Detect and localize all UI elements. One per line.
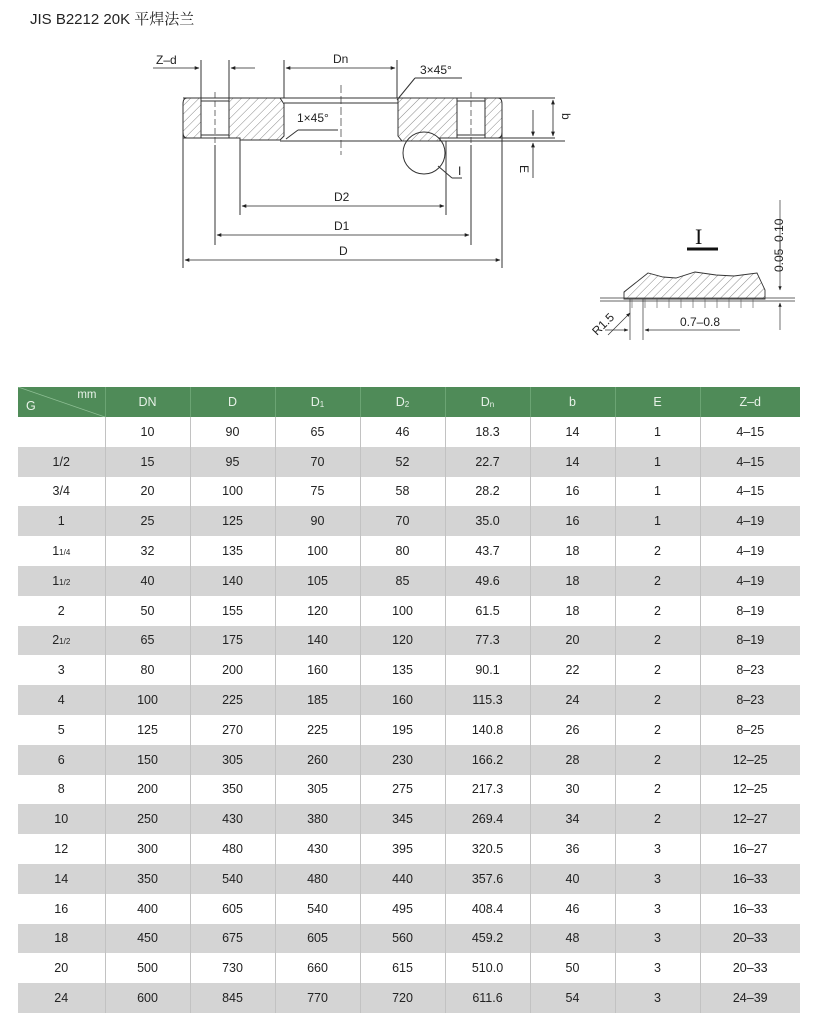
cell-dn: 25 [105, 506, 190, 536]
cell-d2: 85 [360, 566, 445, 596]
cell-e: 2 [615, 566, 700, 596]
cell-e: 3 [615, 983, 700, 1013]
flange-left-body [183, 98, 201, 138]
cell-d1: 660 [275, 953, 360, 983]
cell-d1: 75 [275, 477, 360, 507]
cell-d1: 160 [275, 655, 360, 685]
cell-d2: 345 [360, 804, 445, 834]
cell-dn: 10 [105, 417, 190, 447]
cell-e: 2 [615, 715, 700, 745]
cell-b: 14 [530, 417, 615, 447]
cell-g: 24 [18, 983, 105, 1013]
cell-dn-bore: 115.3 [445, 685, 530, 715]
cell-zd: 12–25 [700, 775, 800, 805]
table-row [18, 983, 800, 1013]
cell-e: 2 [615, 596, 700, 626]
cell-g: 4 [18, 685, 105, 715]
cell-e: 3 [615, 864, 700, 894]
cell-zd: 4–19 [700, 536, 800, 566]
label-detail-ref: I [458, 164, 462, 178]
detail-title: I [695, 224, 703, 249]
cell-dn-bore: 217.3 [445, 775, 530, 805]
cell-d2: 720 [360, 983, 445, 1013]
cell-d2: 120 [360, 626, 445, 656]
header-b: b [530, 387, 615, 417]
cell-d1: 260 [275, 745, 360, 775]
label-b: b [559, 113, 573, 120]
cell-d2: 70 [360, 506, 445, 536]
cell-dn: 350 [105, 864, 190, 894]
cell-g: 1 [18, 506, 105, 536]
cell-dn-bore: 320.5 [445, 834, 530, 864]
cell-g: 12 [18, 834, 105, 864]
cell-g: 16 [18, 894, 105, 924]
cell-d1: 430 [275, 834, 360, 864]
cell-d1: 105 [275, 566, 360, 596]
cell-g: 6 [18, 745, 105, 775]
cell-g: 3 [18, 655, 105, 685]
cell-d: 730 [190, 953, 275, 983]
g-label: G [26, 399, 36, 413]
cell-d: 305 [190, 745, 275, 775]
cell-b: 30 [530, 775, 615, 805]
cell-dn: 80 [105, 655, 190, 685]
dimension-lines [153, 68, 553, 260]
cell-zd: 16–33 [700, 864, 800, 894]
cell-dn-bore: 269.4 [445, 804, 530, 834]
cell-e: 1 [615, 447, 700, 477]
table-row [18, 864, 800, 894]
cell-zd: 8–19 [700, 626, 800, 656]
cell-d2: 395 [360, 834, 445, 864]
cell-dn-bore: 77.3 [445, 626, 530, 656]
table-row [18, 775, 800, 805]
cell-b: 16 [530, 506, 615, 536]
g-fraction: 1/2 [59, 577, 71, 587]
cell-d2: 275 [360, 775, 445, 805]
cell-zd: 4–19 [700, 566, 800, 596]
cell-g: 2 [18, 596, 105, 626]
cell-dn-bore: 611.6 [445, 983, 530, 1013]
cell-g: 14 [18, 864, 105, 894]
cell-e: 2 [615, 536, 700, 566]
cell-dn-bore: 61.5 [445, 596, 530, 626]
cell-d2: 100 [360, 596, 445, 626]
cell-dn: 250 [105, 804, 190, 834]
g-fraction: 1/4 [59, 548, 71, 558]
cell-zd: 4–15 [700, 417, 800, 447]
cell-g: 10 [18, 804, 105, 834]
table-row [18, 953, 800, 983]
table-row [18, 715, 800, 745]
cell-d: 155 [190, 596, 275, 626]
cell-d1: 185 [275, 685, 360, 715]
table-row [18, 745, 800, 775]
label-d1: D1 [334, 219, 350, 233]
cell-g: 1/2 [18, 447, 105, 477]
cell-d2: 195 [360, 715, 445, 745]
table-row [18, 477, 800, 507]
cell-d1: 605 [275, 924, 360, 954]
cell-g: 21/2 [18, 626, 105, 656]
cell-d1: 120 [275, 596, 360, 626]
cell-d2: 495 [360, 894, 445, 924]
flange-drawing [0, 0, 821, 370]
cell-b: 28 [530, 745, 615, 775]
cell-g: 8 [18, 775, 105, 805]
g-fraction: 1/2 [59, 637, 71, 647]
cell-d1: 90 [275, 506, 360, 536]
cell-zd: 8–23 [700, 685, 800, 715]
flange-right-body [398, 98, 457, 141]
cell-g: 20 [18, 953, 105, 983]
cell-zd: 4–15 [700, 477, 800, 507]
cell-dn: 40 [105, 566, 190, 596]
cell-e: 3 [615, 953, 700, 983]
cell-e: 1 [615, 417, 700, 447]
cell-dn-bore: 357.6 [445, 864, 530, 894]
table-header-row [18, 387, 800, 417]
cell-dn-bore: 35.0 [445, 506, 530, 536]
cell-d: 90 [190, 417, 275, 447]
header-d: D [190, 387, 275, 417]
cell-d1: 305 [275, 775, 360, 805]
label-serration-radius: R1.5 [589, 310, 618, 339]
cell-e: 1 [615, 506, 700, 536]
cell-b: 46 [530, 894, 615, 924]
table-row [18, 655, 800, 685]
table-row [18, 447, 800, 477]
cell-e: 3 [615, 924, 700, 954]
cell-dn: 50 [105, 596, 190, 626]
cell-e: 2 [615, 745, 700, 775]
cell-g: 3/4 [18, 477, 105, 507]
label-chamfer-3x45: 3×45° [420, 63, 452, 77]
table-row [18, 685, 800, 715]
cell-dn: 200 [105, 775, 190, 805]
cell-dn-bore: 459.2 [445, 924, 530, 954]
cell-dn: 65 [105, 626, 190, 656]
table-row [18, 924, 800, 954]
cell-b: 48 [530, 924, 615, 954]
cell-zd: 8–25 [700, 715, 800, 745]
header-e: E [615, 387, 700, 417]
serration-profile [624, 272, 765, 299]
table-row [18, 834, 800, 864]
cell-b: 34 [530, 804, 615, 834]
cell-dn: 400 [105, 894, 190, 924]
cell-b: 26 [530, 715, 615, 745]
cell-d1: 70 [275, 447, 360, 477]
cell-dn-bore: 49.6 [445, 566, 530, 596]
cell-dn-bore: 90.1 [445, 655, 530, 685]
cell-d: 175 [190, 626, 275, 656]
cell-d1: 140 [275, 626, 360, 656]
cell-d: 100 [190, 477, 275, 507]
cell-b: 40 [530, 864, 615, 894]
cell-e: 2 [615, 685, 700, 715]
cell-b: 24 [530, 685, 615, 715]
cell-zd: 12–27 [700, 804, 800, 834]
detail-view [589, 200, 795, 340]
flange-section [183, 60, 565, 268]
label-serration-pitch: 0.7–0.8 [680, 315, 721, 329]
cell-dn-bore: 28.2 [445, 477, 530, 507]
cell-zd: 8–23 [700, 655, 800, 685]
cell-d: 605 [190, 894, 275, 924]
cell-d2: 80 [360, 536, 445, 566]
cell-dn-bore: 18.3 [445, 417, 530, 447]
cell-zd: 16–27 [700, 834, 800, 864]
cell-d: 845 [190, 983, 275, 1013]
cell-zd: 12–25 [700, 745, 800, 775]
cell-d2: 46 [360, 417, 445, 447]
cell-d: 200 [190, 655, 275, 685]
cell-dn: 500 [105, 953, 190, 983]
cell-d: 540 [190, 864, 275, 894]
cell-d1: 225 [275, 715, 360, 745]
cell-d1: 100 [275, 536, 360, 566]
cell-d1: 380 [275, 804, 360, 834]
cell-d2: 58 [360, 477, 445, 507]
table-row [18, 596, 800, 626]
cell-b: 20 [530, 626, 615, 656]
cell-d: 225 [190, 685, 275, 715]
cell-zd: 20–33 [700, 953, 800, 983]
cell-d2: 440 [360, 864, 445, 894]
label-dn: Dn [333, 52, 349, 66]
cell-b: 50 [530, 953, 615, 983]
cell-d: 125 [190, 506, 275, 536]
cell-d2: 160 [360, 685, 445, 715]
cell-dn: 450 [105, 924, 190, 954]
table-row [18, 536, 800, 566]
cell-d2: 560 [360, 924, 445, 954]
cell-d1: 65 [275, 417, 360, 447]
cell-dn: 15 [105, 447, 190, 477]
cell-e: 3 [615, 894, 700, 924]
cell-b: 54 [530, 983, 615, 1013]
cell-dn: 125 [105, 715, 190, 745]
cell-dn: 300 [105, 834, 190, 864]
cell-dn-bore: 166.2 [445, 745, 530, 775]
flange-spec-table [18, 387, 800, 1013]
cell-d: 480 [190, 834, 275, 864]
cell-b: 18 [530, 536, 615, 566]
cell-dn: 150 [105, 745, 190, 775]
cell-dn-bore: 408.4 [445, 894, 530, 924]
cell-g: 18 [18, 924, 105, 954]
cell-b: 18 [530, 596, 615, 626]
cell-g: 11/2 [18, 566, 105, 596]
dimension-labels [156, 52, 573, 258]
cell-d2: 230 [360, 745, 445, 775]
label-d2: D2 [334, 190, 350, 204]
cell-dn: 600 [105, 983, 190, 1013]
cell-d: 95 [190, 447, 275, 477]
label-serration-depth: 0.05–0.10 [772, 218, 786, 272]
cell-zd: 4–15 [700, 447, 800, 477]
cell-zd: 20–33 [700, 924, 800, 954]
cell-d: 135 [190, 536, 275, 566]
cell-dn: 20 [105, 477, 190, 507]
cell-zd: 16–33 [700, 894, 800, 924]
label-z-d: Z–d [156, 53, 177, 67]
cell-d: 270 [190, 715, 275, 745]
cell-g [18, 417, 105, 447]
cell-e: 2 [615, 775, 700, 805]
header-z-d: Z–d [700, 387, 800, 417]
cell-d1: 540 [275, 894, 360, 924]
cell-e: 2 [615, 804, 700, 834]
cell-e: 2 [615, 626, 700, 656]
cell-d: 675 [190, 924, 275, 954]
cell-b: 18 [530, 566, 615, 596]
header-d1: $D_1$ [275, 387, 360, 417]
cell-dn-bore: 22.7 [445, 447, 530, 477]
label-e: E [517, 165, 531, 174]
cell-d1: 480 [275, 864, 360, 894]
label-d: D [339, 244, 348, 258]
header-dn-bore: $D_n$ [445, 387, 530, 417]
label-chamfer-1x45: 1×45° [297, 111, 329, 125]
cell-e: 1 [615, 477, 700, 507]
cell-b: 22 [530, 655, 615, 685]
table-row [18, 417, 800, 447]
cell-dn-bore: 510.0 [445, 953, 530, 983]
cell-d: 350 [190, 775, 275, 805]
unit-label: mm [77, 389, 97, 401]
header-corner [18, 387, 105, 417]
cell-e: 2 [615, 655, 700, 685]
header-d2: $D_2$ [360, 387, 445, 417]
cell-d1: 770 [275, 983, 360, 1013]
cell-g: 11/4 [18, 536, 105, 566]
cell-d2: 52 [360, 447, 445, 477]
page-title: JIS B2212 20K 平焊法兰 [30, 11, 195, 28]
cell-d2: 615 [360, 953, 445, 983]
cell-zd: 24–39 [700, 983, 800, 1013]
cell-g: 5 [18, 715, 105, 745]
cell-b: 14 [530, 447, 615, 477]
table-row [18, 566, 800, 596]
cell-b: 36 [530, 834, 615, 864]
cell-dn: 32 [105, 536, 190, 566]
cell-dn-bore: 43.7 [445, 536, 530, 566]
header-dn: DN [105, 387, 190, 417]
cell-e: 3 [615, 834, 700, 864]
table-body [18, 417, 800, 1013]
cell-d2: 135 [360, 655, 445, 685]
table-row [18, 894, 800, 924]
cell-zd: 4–19 [700, 506, 800, 536]
table-row [18, 626, 800, 656]
cell-d: 140 [190, 566, 275, 596]
cell-dn-bore: 140.8 [445, 715, 530, 745]
table-row [18, 506, 800, 536]
cell-b: 16 [530, 477, 615, 507]
cell-dn: 100 [105, 685, 190, 715]
cell-d: 430 [190, 804, 275, 834]
table-row [18, 804, 800, 834]
cell-zd: 8–19 [700, 596, 800, 626]
